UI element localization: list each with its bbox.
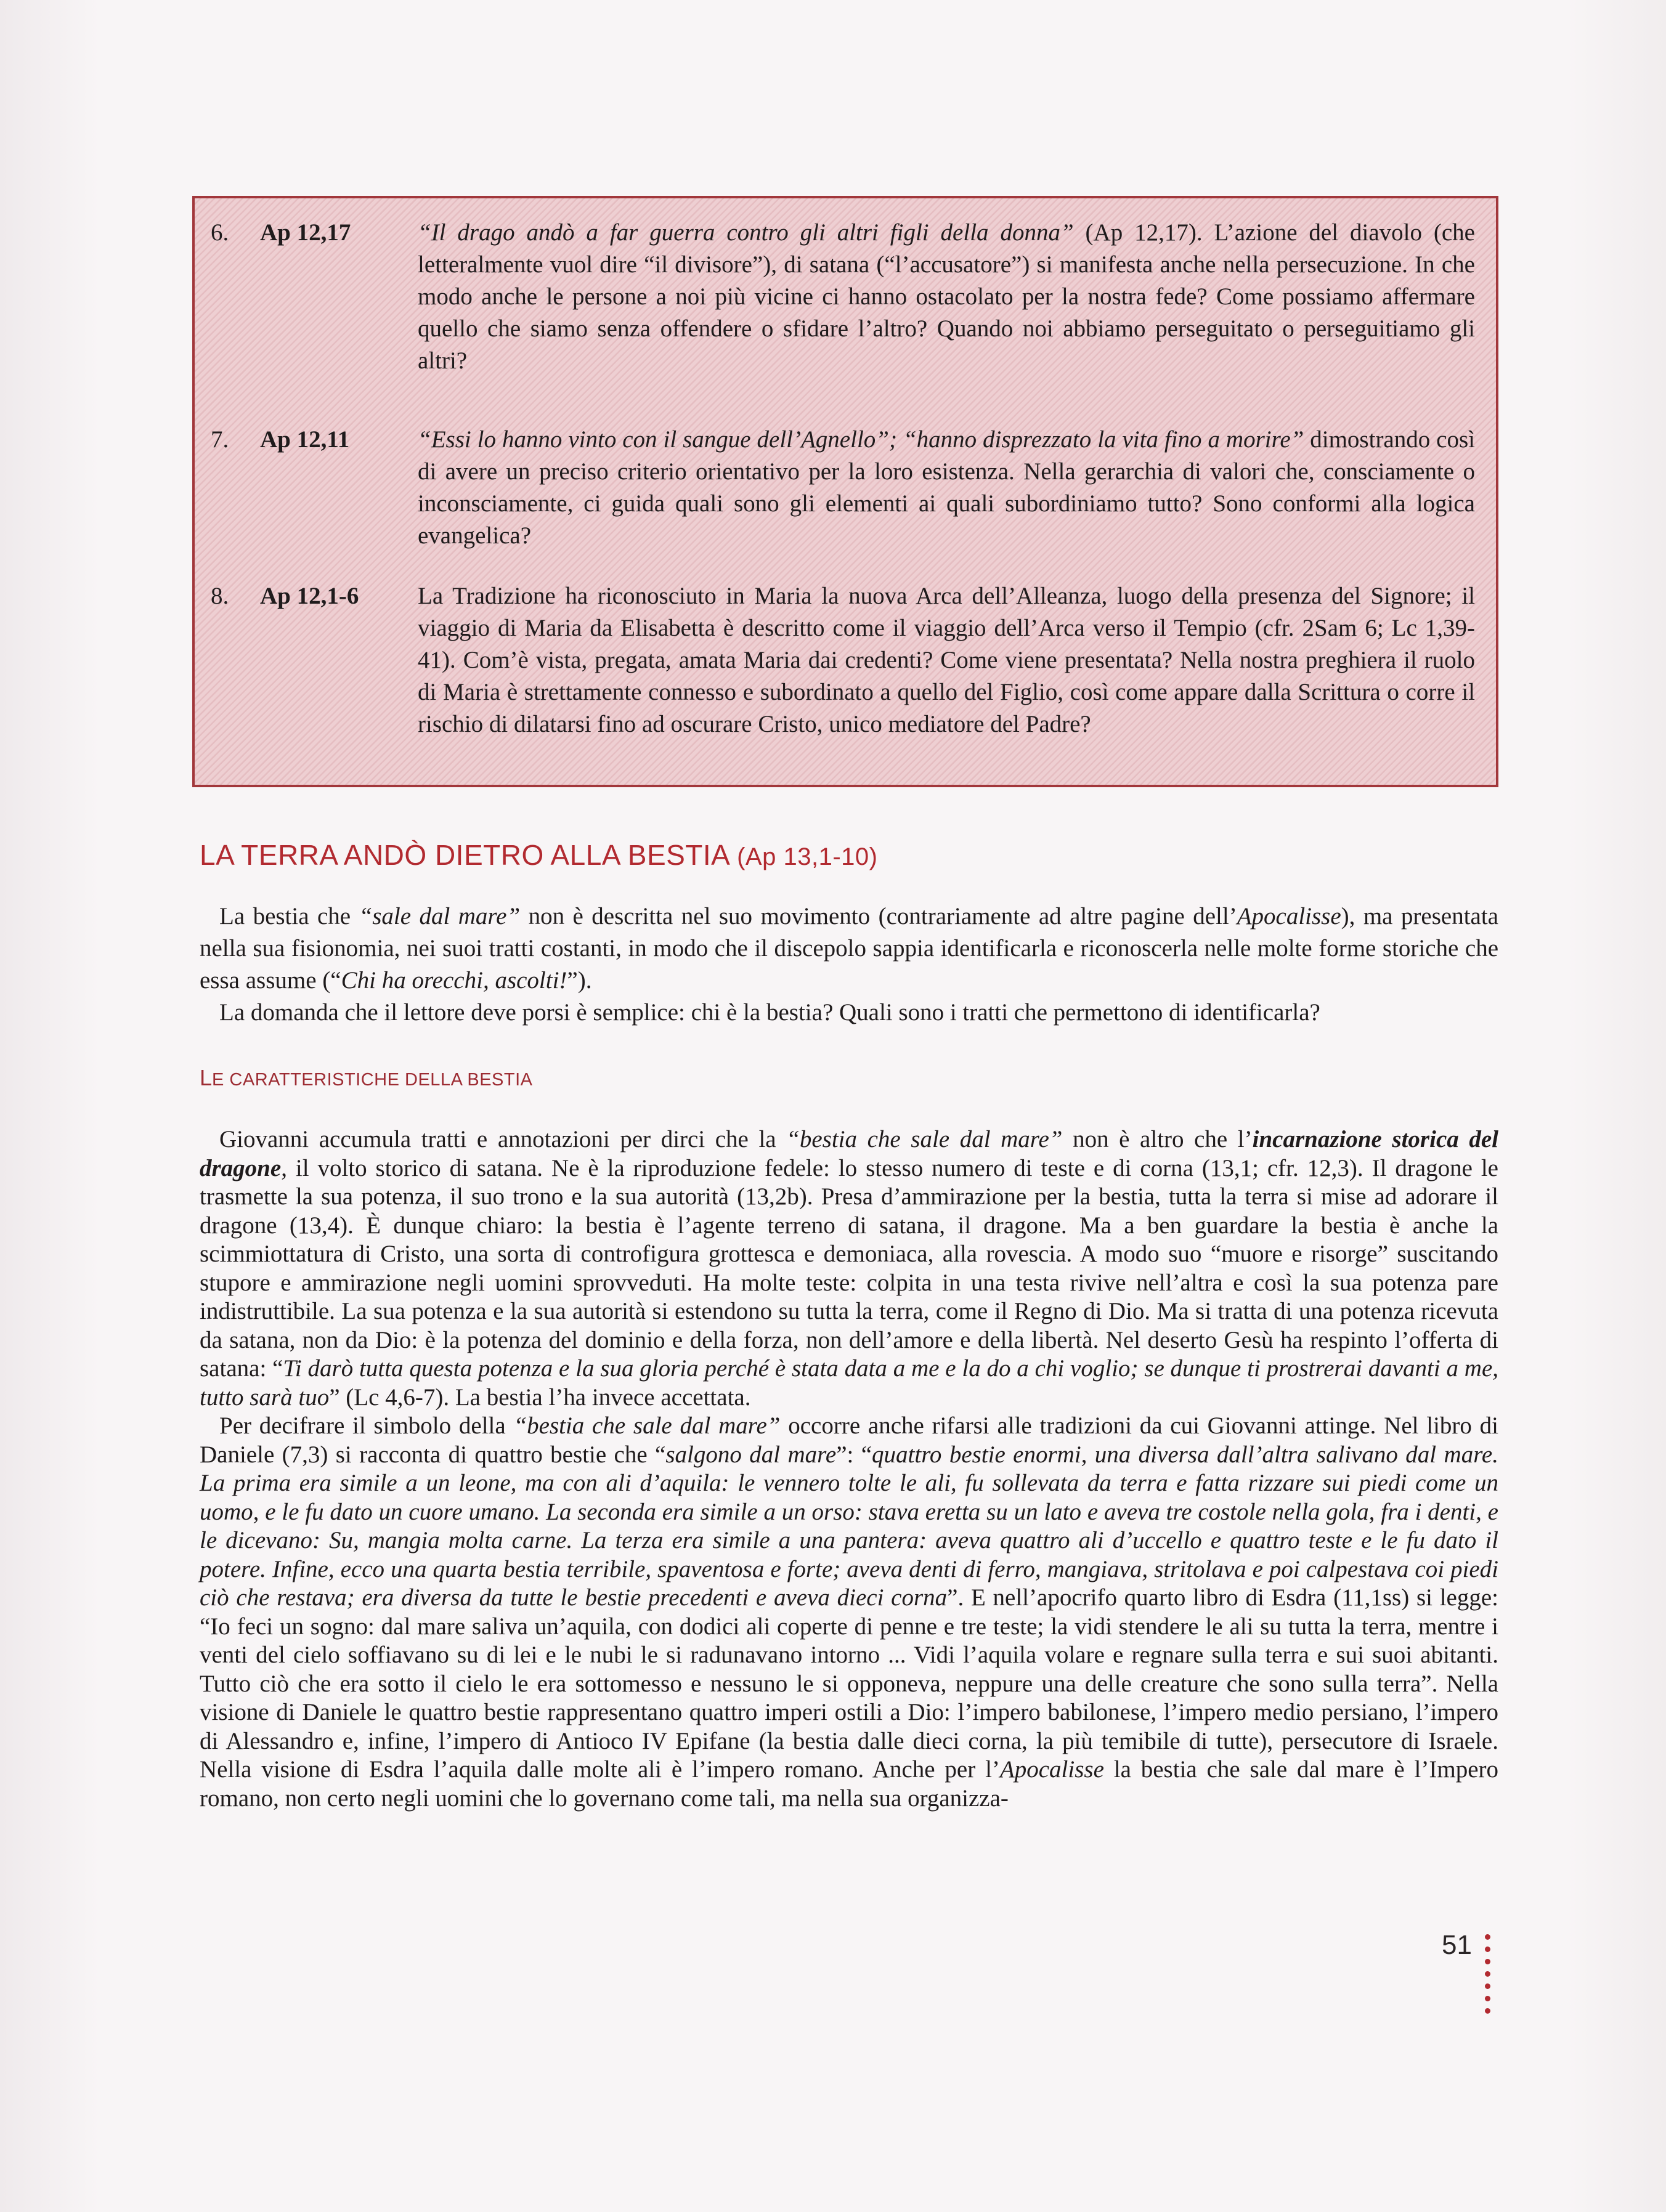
text-run: salgono dal mare: [665, 1441, 837, 1468]
text-run: Ti darò tutta questa potenza e la sua gloria perché è stata data a me e la do a chi voglio; se dunque ti prostrerai davanti a me, tutto sarà tuo: [200, 1355, 1499, 1411]
question-item: [211, 580, 1475, 740]
body-text: [200, 1125, 1498, 1813]
text-run: La Tradizione ha riconosciuto in Maria la nuova Arca dell’Alleanza, luogo della presenza del Signore; il viaggio di Maria da Elisabetta è descritto come il viaggio dell’Arca verso il Tempio (cfr. 2Sam 6; Lc 1,39-41). Com’è vista, pregata, amata Maria dai credenti? Come viene presentata? Nella nostra preghiera il ruolo di Maria è strettamente connesso e subordinato a quello del Figlio, così come appare dalla Scrittura o corre il rischio di dilatarsi fino ad oscurare Cristo, unico mediatore del Padre?: [418, 583, 1475, 737]
question-number: 8.: [211, 583, 229, 609]
text-run: occorre anche rifarsi alle tradizioni da cui Giovanni attinge. Nel libro di Daniele (7,3) si racconta di quattro bestie che “: [200, 1412, 1498, 1468]
intro-text: [200, 901, 1498, 1029]
text-run: Apocalisse: [999, 1756, 1104, 1783]
page-dots-ornament: [1485, 1934, 1491, 2020]
text-run: Apocalisse: [1237, 903, 1341, 930]
ornament-dot: [1485, 1971, 1490, 1977]
ornament-dot: [1485, 1996, 1490, 2001]
ornament-dot: [1485, 1983, 1490, 1989]
section-title-text: LA TERRA ANDÒ DIETRO ALLA BESTIA: [200, 839, 729, 871]
text-run: ”).: [567, 967, 592, 994]
section-title: [200, 838, 1518, 874]
ornament-dot: [1485, 1934, 1490, 1940]
paragraph: [200, 1125, 1498, 1412]
page-number: 51: [1442, 1930, 1472, 1960]
question-item: [211, 217, 1475, 377]
subsection-title-rest: E CARATTERISTICHE DELLA BESTIA: [212, 1070, 533, 1090]
text-run: incarnazione storica del dragone: [200, 1126, 1498, 1181]
subsection-title-initial: L: [200, 1065, 213, 1090]
question-text: [418, 217, 1475, 377]
subsection-title: [200, 1064, 1124, 1094]
text-run: ” (Lc 4,6-7). La bestia l’ha invece accettata.: [329, 1384, 751, 1411]
ornament-dot: [1485, 2008, 1490, 2014]
ornament-dot: [1485, 1947, 1490, 1952]
text-run: La bestia che: [219, 903, 359, 930]
text-run: “bestia che sale dal mare”: [513, 1412, 781, 1439]
text-run: Giovanni accumula tratti e annotazioni per dirci che la: [219, 1126, 787, 1153]
text-run: la bestia che sale dal mare è l’Impero romano, non certo negli uomini che lo governano come tali, ma nella sua organizza-: [200, 1756, 1498, 1812]
question-text: [418, 580, 1475, 740]
question-reference: Ap 12,1-6: [260, 583, 359, 609]
question-number: 7.: [211, 426, 229, 453]
text-run: (Ap 12,17). L’azione del diavolo (che letteralmente vuol dire “il divisore”), di satana (“l’accusatore”) si manifesta anche nella persecuzione. In che modo anche le persone a noi più vicine ci hanno ostacolato per la nostra fede? Come possiamo affermare quello che siamo senza offendere o sfidare l’altro? Quando noi abbiamo perseguitato o perseguitiamo gli altri?: [418, 219, 1475, 374]
ornament-dot: [1485, 1959, 1490, 1964]
text-run: ”. E nell’apocrifo quarto libro di Esdra (11,1ss) si legge: “Io feci un sogno: dal mare saliva un’aquila, con dodici ali coperte di penne e tre teste; la vidi stendere le ali su tutta la terra, mentre i venti del cielo soffiavano su di lei e le nubi le si radunavano intorno ... Vidi l’aquila volare e regnare sulla terra e sui suoi abitanti. Tutto ciò che era sotto il cielo le era sottomesso e nessuno le si opponeva, neppure una delle creature che sono sulla terra”. Nella visione di Daniele le quattro bestie rappresentano quattro imperi ostili a Dio: l’impero babilonese, l’impero medio persiano, l’impero di Alessandro e, infine, l’impero di Antioco IV Epifane (la bestia dalle dieci corna, la più temibile di tutte), persecutore di Israele. Nella visione di Esdra l’aquila dalle molte ali è l’impero romano. Anche per l’: [200, 1584, 1498, 1783]
text-run: Per decifrare il simbolo della: [219, 1412, 514, 1439]
text-run: Chi ha orecchi, ascolti!: [341, 967, 567, 994]
text-run: ), ma presentata nella sua fisionomia, nei suoi tratti costanti, in modo che il discepolo sappia identificarla e riconoscerla nelle molte forme storiche che essa assume (“: [200, 903, 1498, 994]
paragraph: [200, 997, 1498, 1029]
text-run: non è descritta nel suo movimento (contrariamente ad altre pagine dell’: [520, 903, 1237, 930]
question-reference: Ap 12,17: [260, 219, 351, 246]
question-number: 6.: [211, 219, 229, 246]
text-run: ”: “: [836, 1441, 872, 1468]
text-run: , il volto storico di satana. Ne è la riproduzione fedele: lo stesso numero di teste e di corna (13,1; cfr. 12,3). Il dragone le trasmette la sua potenza, il suo trono e la sua autorità (13,2b). Presa d’ammirazione per la bestia, tutta la terra si mise ad adorare il dragone (13,4). È dunque chiaro: la bestia è l’agente terreno di satana, il dragone. Ma a ben guardare la bestia è anche la scimmiottatura di Cristo, una sorta di controfigura grottesca e demoniaca, alla rovescia. A modo suo “muore e risorge” suscitando stupore e ammirazione negli uomini sprovveduti. Ha molte teste: colpita in una testa rivive nell’altra e così la sua potenza pare indistruttibile. La sua potenza e la sua autorità si estendono su tutta la terra, come il Regno di Dio. Ma si tratta di una potenza ricevuta da satana, non da Dio: è la potenza del dominio e della forza, non dell’amore e della libertà. Nel deserto Gesù ha respinto l’offerta di satana: “: [200, 1154, 1498, 1382]
paragraph: [200, 901, 1498, 997]
text-run: La domanda che il lettore deve porsi è semplice: chi è la bestia? Quali sono i tratti che permettono di identificarla?: [219, 999, 1320, 1026]
question-text: [418, 424, 1475, 552]
paragraph: [200, 1412, 1498, 1813]
text-run: “sale dal mare”: [359, 903, 521, 930]
questions-box: [192, 196, 1498, 787]
text-run: “bestia che sale dal mare”: [786, 1126, 1063, 1153]
text-run: “Essi lo hanno vinto con il sangue dell’Agnello”; “hanno disprezzato la vita fino a morire”: [418, 426, 1304, 453]
section-reference: (Ap 13,1-10): [737, 843, 878, 870]
text-run: quattro bestie enormi, una diversa dall’altra salivano dal mare. La prima era simile a un leone, ma con ali d’aquila: le vennero tolte le ali, fu sollevata da terra e fatta rizzare sui piedi come un uomo, e le fu dato un cuore umano. La seconda era simile a un orso: stava eretta su un lato e aveva tre costole nella gola, fra i denti, e le dicevano: Su, mangia molta carne. La terza era simile a una pantera: aveva quattro ali d’uccello e quattro teste e le fu dato il potere. Infine, ecco una quarta bestia terribile, spaventosa e forte; aveva denti di ferro, mangiava, stritolava e poi calpestava coi piedi ciò che restava; era diversa da tutte le bestie precedenti e aveva dieci corna: [200, 1441, 1498, 1611]
text-run: dimostrando così di avere un preciso criterio orientativo per la loro esistenza. Nella gerarchia di valori che, consciamente o inconsciamente, ci guida quali sono gli elementi ai quali subordiniamo tutto? Sono conformi alla logica evangelica?: [418, 426, 1475, 549]
question-item: [211, 424, 1475, 552]
text-run: “Il drago andò a far guerra contro gli altri figli della donna”: [418, 219, 1074, 246]
text-run: non è altro che l’: [1062, 1126, 1253, 1153]
question-reference: Ap 12,11: [260, 426, 350, 453]
